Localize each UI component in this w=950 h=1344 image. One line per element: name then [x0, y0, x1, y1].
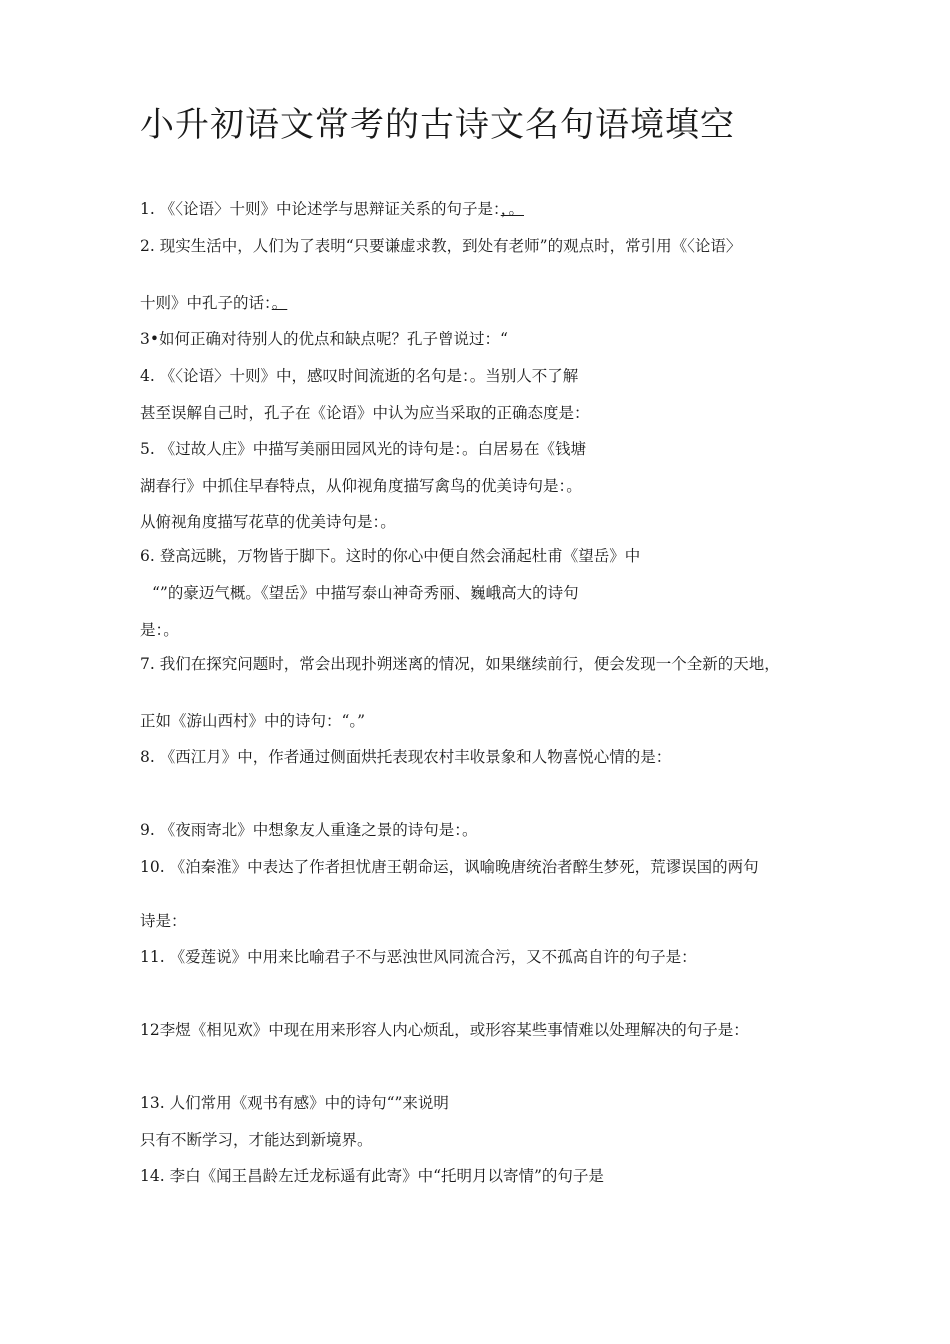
question-13-continued: 只有不断学习，才能达到新境界。	[140, 1131, 373, 1149]
question-14: 14. 李白《闻王昌龄左迁龙标遥有此寄》中“托明月以寄情”的句子是	[140, 1167, 604, 1185]
answer-blank: ，。	[500, 200, 524, 218]
question-10-continued: 诗是：	[140, 912, 187, 930]
page-title: 小升初语文常考的古诗文名句语境填空	[140, 105, 735, 145]
question-7: 7. 我们在探究问题时，常会出现扑朔迷离的情况，如果继续前行，便会发现一个全新的天地，	[140, 655, 780, 673]
question-5-continued: 湖春行》中抓住早春特点，从仰视角度描写禽鸟的优美诗句是：。	[140, 477, 582, 495]
question-6-end: 是：。	[140, 621, 179, 639]
question-3: 3•如何正确对待别人的优点和缺点呢？孔子曾说过：“	[140, 330, 508, 348]
question-6-continued: “”的豪迈气概。《望岳》中描写泰山神奇秀丽、巍峨高大的诗句	[152, 584, 579, 602]
question-1	[140, 198, 524, 220]
question-4: 4. 《〈论语〉十则》中，感叹时间流逝的名句是：。当别人不了解	[140, 367, 579, 385]
line-text: 十则》中孔子的话：	[140, 294, 272, 312]
question-5: 5. 《过故人庄》中描写美丽田园风光的诗句是：。白居易在《钱塘	[140, 440, 586, 458]
question-12: 12李煜《相见欢》中现在用来形容人内心烦乱，或形容某些事情难以处理解决的句子是：	[140, 1021, 749, 1039]
question-2-continued	[140, 292, 287, 314]
answer-blank: 。	[271, 294, 288, 312]
question-7-continued: 正如《游山西村》中的诗句：“。”	[140, 712, 366, 730]
question-9: 9. 《夜雨寄北》中想象友人重逢之景的诗句是：。	[140, 821, 478, 839]
question-8: 8. 《西江月》中，作者通过侧面烘托表现农村丰收景象和人物喜悦心情的是：	[140, 748, 672, 766]
question-5-end: 从俯视角度描写花草的优美诗句是：。	[140, 513, 396, 531]
question-4-continued: 甚至误解自己时，孔子在《论语》中认为应当采取的正确态度是：	[140, 404, 590, 422]
question-2: 2. 现实生活中，人们为了表明“只要谦虚求教，到处有老师”的观点时，常引用《〈论语〉	[140, 237, 742, 255]
question-11: 11. 《爱莲说》中用来比喻君子不与恶浊世风同流合污，又不孤高自许的句子是：	[140, 948, 697, 966]
line-text: 1. 《〈论语〉十则》中论述学与思辩证关系的句子是：	[140, 200, 501, 218]
question-13: 13. 人们常用《观书有感》中的诗句“”来说明	[140, 1094, 449, 1112]
question-10: 10. 《泊秦淮》中表达了作者担忧唐王朝命运，讽喻晚唐统治者醉生梦死，荒谬误国的两句	[140, 858, 759, 876]
question-6: 6. 登高远眺，万物皆于脚下。这时的你心中便自然会涌起杜甫《望岳》中	[140, 547, 641, 565]
